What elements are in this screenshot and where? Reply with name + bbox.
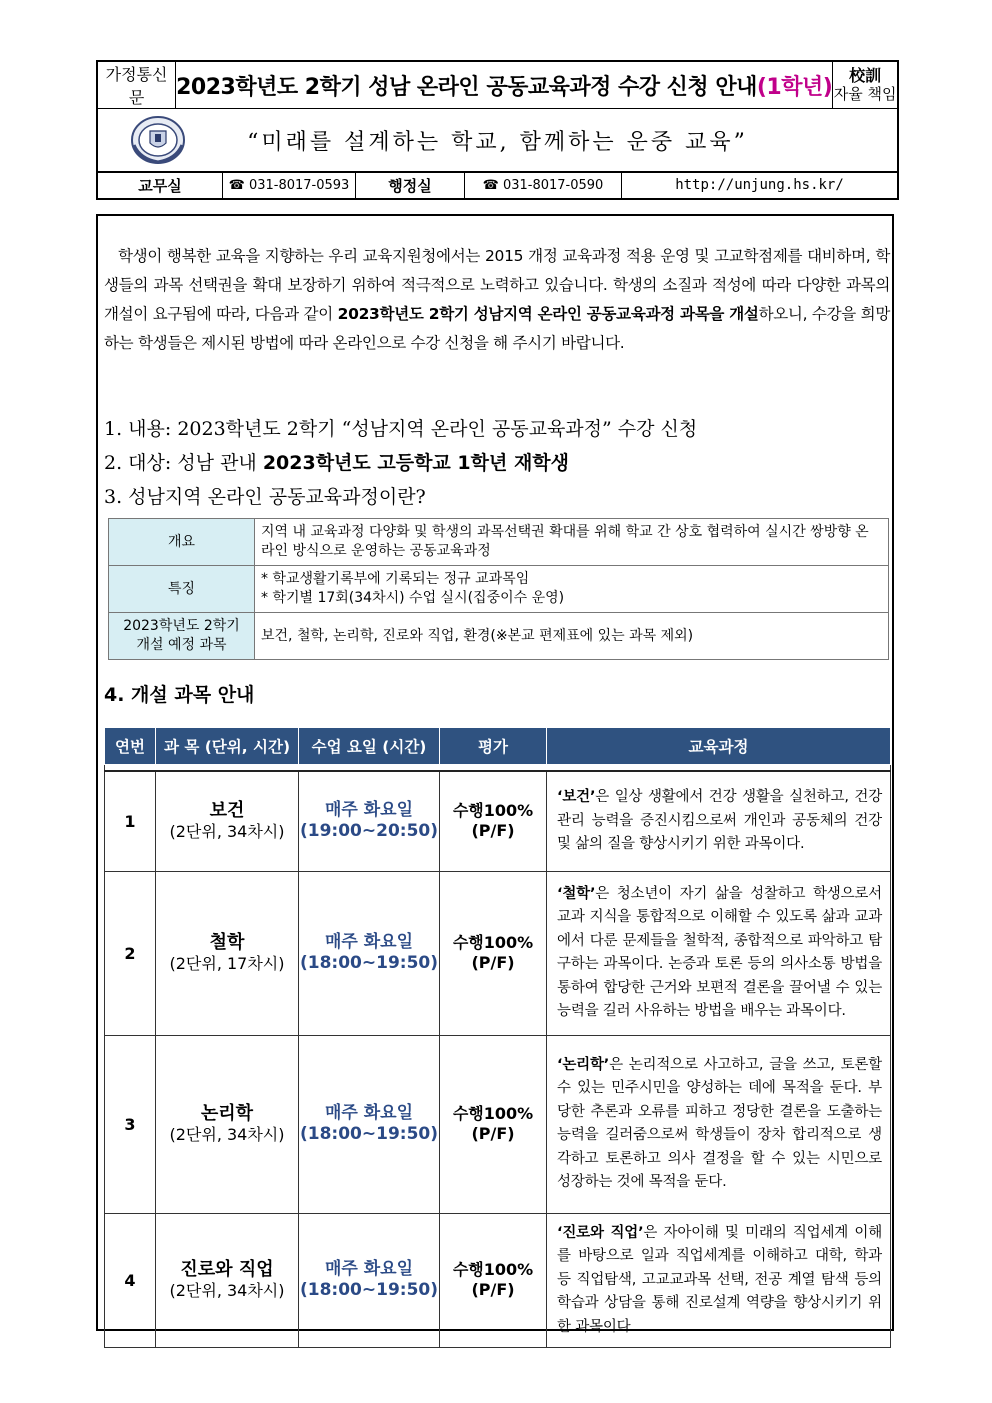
feature-label: 특징 — [109, 566, 255, 613]
row-schedule — [299, 771, 440, 871]
subject-name: 보건 — [209, 800, 245, 822]
slogan-cell — [97, 109, 898, 173]
curriculum-subject: ‘보건’ — [557, 789, 596, 805]
school-emblem-icon — [130, 115, 186, 165]
curriculum-subject: ‘철학’ — [557, 885, 596, 902]
motto-text: 자율 책임 — [833, 85, 897, 103]
row-curriculum — [547, 1035, 891, 1213]
row-subject — [156, 871, 299, 1035]
item-target-bold: 2023학년도 고등학교 1학년 재학생 — [262, 452, 570, 474]
header-schedule: 수업 요일 (시간) — [299, 728, 440, 765]
row-schedule — [299, 1035, 440, 1213]
row-no: 4 — [105, 1213, 156, 1348]
curriculum-text: 은 자아이해 및 미래의 직업세계 이해를 바탕으로 일과 직업세계를 이해하고 대학, 학과 등 직업탐색, 고교교과목 선택, 전공 계열 탐색 등의 학습과 상담을 통해 진로설계 역량을 향상시키기 위한 과목이다. — [557, 1224, 882, 1335]
table-row — [105, 771, 891, 871]
schedule-time: (18:00~19:50) — [300, 1280, 439, 1301]
main-content — [96, 214, 894, 1335]
document-title — [176, 61, 833, 109]
schedule-day: 매주 화요일 — [324, 800, 414, 821]
overview-value: 지역 내 교육과정 다양화 및 학생의 과목선택권 확대를 위해 학교 간 상호 협력하여 실시간 쌍방향 온라인 방식으로 운영하는 공동교육과정 — [255, 519, 889, 566]
feature-value — [255, 566, 889, 613]
courses-value: 보건, 철학, 논리학, 진로와 직업, 환경(※본교 편제표에 있는 과목 제외) — [255, 613, 889, 660]
eval-pf: (P/F) — [471, 1124, 515, 1143]
document-category: 가정통신문 — [97, 61, 176, 109]
row-subject — [156, 1213, 299, 1348]
item-content: 1. 내용: 2023학년도 2학기 “성남지역 온라인 공동교육과정” 수강 신청 — [104, 418, 698, 440]
row-subject — [156, 771, 299, 871]
row-eval — [440, 871, 547, 1035]
eval-pf: (P/F) — [471, 1280, 515, 1300]
row-curriculum — [547, 771, 891, 871]
subject-name: 진로와 직업 — [180, 1259, 274, 1281]
school-url-link[interactable]: http://unjung.hs.kr/ — [622, 172, 899, 200]
table-row — [105, 1213, 891, 1348]
item-definition: 3. 성남지역 온라인 공동교육과정이란? — [104, 486, 426, 508]
header-curriculum: 교육과정 — [547, 728, 891, 765]
row-schedule — [299, 871, 440, 1035]
table-row — [105, 871, 891, 1035]
office1-label: 교무실 — [97, 172, 223, 200]
header-no: 연번 — [105, 728, 156, 765]
office2-phone: ☎ 031-8017-0590 — [465, 172, 622, 200]
table-row — [105, 1035, 891, 1213]
letterhead — [96, 60, 899, 173]
item-target-prefix: 2. 대상: 성남 관내 — [104, 452, 263, 474]
row-eval — [440, 1213, 547, 1348]
course-table-header — [105, 728, 891, 765]
office2-label: 행정실 — [356, 172, 465, 200]
feature-2: * 학기별 17회(34차시) 수업 실시(집중이수 운영) — [261, 590, 565, 606]
slogan-text: “미래를 설계하는 학교, 함께하는 운중 교육” — [247, 129, 748, 155]
eval-pf: (P/F) — [471, 821, 515, 841]
eval-type: 수행100% — [452, 1260, 534, 1280]
eval-type: 수행100% — [452, 801, 534, 821]
row-no: 3 — [105, 1035, 156, 1213]
schedule-time: (18:00~19:50) — [300, 953, 439, 973]
contact-bar — [96, 171, 899, 200]
intro-paragraph — [104, 242, 890, 358]
courses-label: 2023학년도 2학기 개설 예정 과목 — [109, 613, 255, 660]
subject-name: 논리학 — [200, 1103, 254, 1124]
title-grade: (1학년) — [756, 74, 833, 100]
row-no: 2 — [105, 871, 156, 1035]
row-curriculum — [547, 871, 891, 1035]
row-no: 1 — [105, 771, 156, 871]
schedule-time: (19:00~20:50) — [300, 821, 439, 842]
row-eval — [440, 771, 547, 871]
eval-type: 수행100% — [452, 933, 534, 952]
curriculum-subject: ‘진로와 직업’ — [557, 1224, 644, 1241]
row-curriculum — [547, 1213, 891, 1348]
info-table — [108, 518, 889, 660]
row-subject — [156, 1035, 299, 1213]
schedule-day: 매주 화요일 — [324, 1259, 414, 1280]
curriculum-subject: ‘논리학’ — [557, 1056, 610, 1073]
subject-units: (2단위, 34차시) — [169, 1125, 285, 1144]
header-eval: 평가 — [440, 728, 547, 765]
eval-type: 수행100% — [452, 1104, 534, 1123]
row-eval — [440, 1035, 547, 1213]
subject-units: (2단위, 17차시) — [169, 954, 285, 973]
intro-text-2: 하오니, 수강을 희망하는 학생들은 제시된 방법에 따라 온라인으로 수강 신청을 해 주시기 바랍니다. — [104, 305, 890, 352]
title-main: 2023학년도 2학기 성남 온라인 공동교육과정 수강 신청 안내 — [176, 74, 757, 100]
schedule-day: 매주 화요일 — [324, 932, 414, 952]
curriculum-text: 은 일상 생활에서 건강 생활을 실천하고, 건강관리 능력을 증진시킴으로써 개인과 공동체의 건강 및 삶의 질을 향상시키기 위한 과목이다. — [557, 789, 882, 852]
curriculum-text: 은 청소년이 자기 삶을 성찰하고 학생으로서 교과 지식을 통합적으로 이해할 수 있도록 삶과 교과에서 다룬 문제들을 철학적, 종합적으로 파악하고 탐구하는 과목이다. 논증과 토론 등의 의사소통 방법을 통하여 합당한 근거와 보편적 결론을 끌어낼 수 있는 능력을 길러 사유하는 방법을 배우는 과목이다. — [557, 885, 882, 1019]
overview-label: 개요 — [109, 519, 255, 566]
eval-pf: (P/F) — [471, 953, 515, 972]
section4-title: 4. 개설 과목 안내 — [104, 684, 255, 706]
schedule-time: (18:00~19:50) — [300, 1124, 439, 1144]
subject-name: 철학 — [209, 932, 245, 953]
item-target — [104, 448, 569, 475]
intro-highlight: 2023학년도 2학기 성남지역 온라인 공동교육과정 과목을 개설 — [337, 305, 759, 323]
course-table — [104, 727, 891, 1348]
motto-label: 校訓 — [849, 66, 882, 85]
subject-units: (2단위, 34차시) — [169, 822, 285, 842]
curriculum-text: 은 논리적으로 사고하고, 글을 쓰고, 토론할 수 있는 민주시민을 양성하는 데에 목적을 둔다. 부당한 추론과 오류를 피하고 정당한 결론을 도출하는 능력을 길러줌으로써 학생들이 장차 합리적으로 생각하고 토론하고 의사 결정을 할 수 있는 시민으로 성장하는 것에 목적을 둔다. — [557, 1056, 882, 1190]
intro-text-1: 학생이 행복한 교육을 지향하는 우리 교육지원청에서는 2015 개정 교육과정 적용 운영 및 고교학점제를 대비하며, 학생들의 과목 선택권을 확대 보장하기 위하여 적극적으로 노력하고 있습니다. 학생의 소질과 적성에 따라 다양한 과목의 개설이 요구됨에 따라, 다음과 같이 — [104, 247, 890, 323]
feature-1: * 학교생활기록부에 기록되는 정규 교과목임 — [261, 571, 530, 587]
school-motto — [833, 61, 898, 109]
header-subject: 과 목 (단위, 시간) — [156, 728, 299, 765]
subject-units: (2단위, 34차시) — [169, 1281, 285, 1301]
office1-phone: ☎ 031-8017-0593 — [223, 172, 356, 200]
schedule-day: 매주 화요일 — [324, 1103, 414, 1123]
row-schedule — [299, 1213, 440, 1348]
